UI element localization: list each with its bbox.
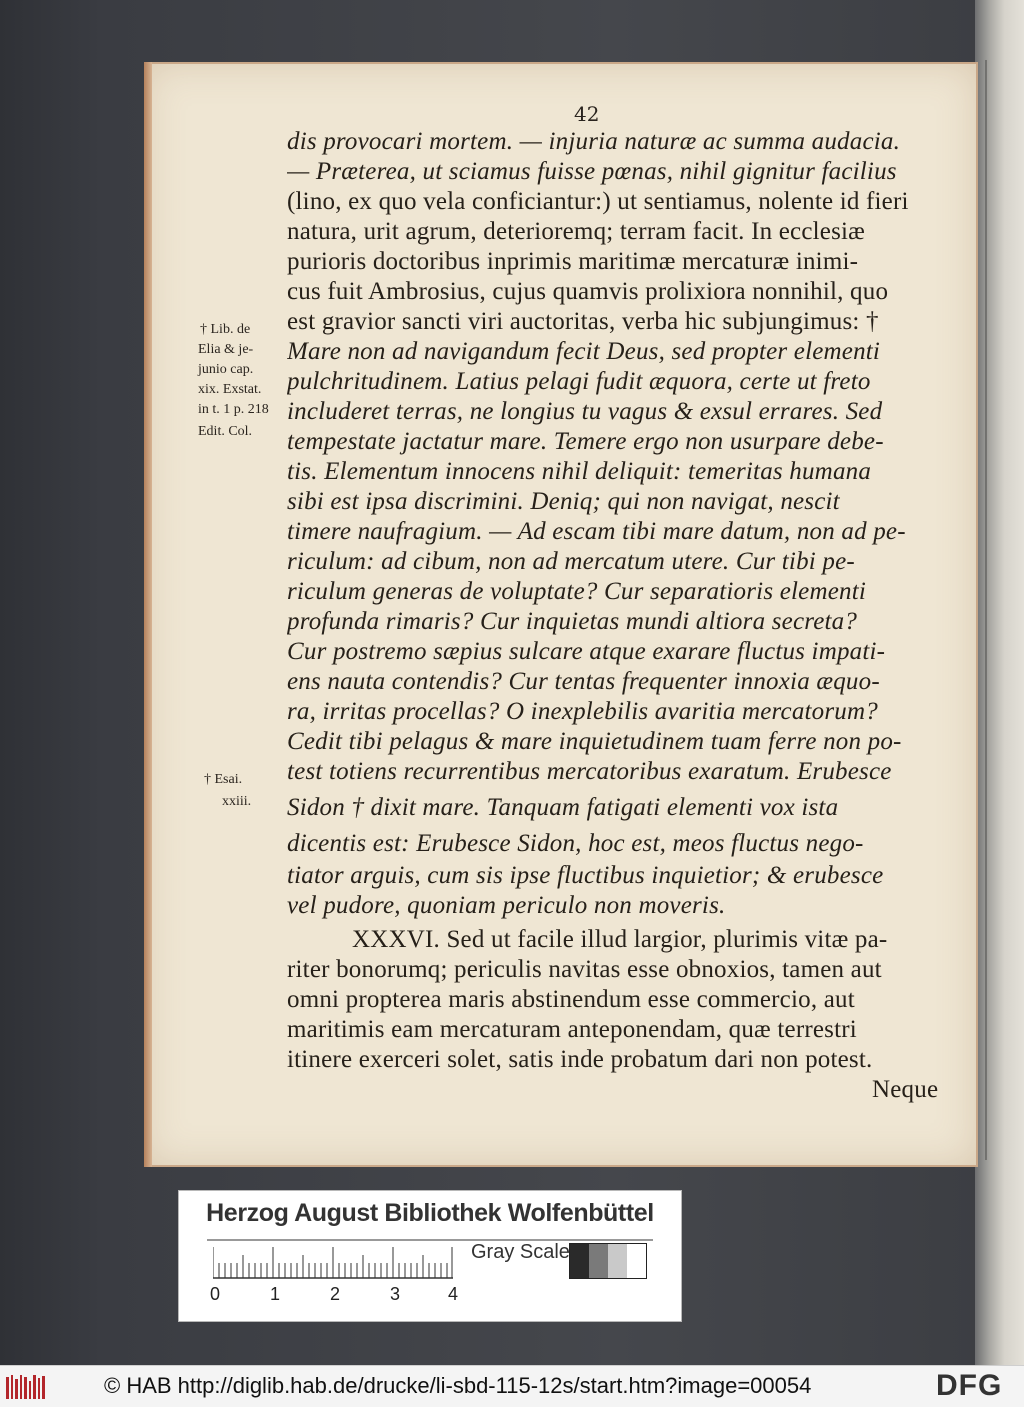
margin-note: xix. Exstat. [198,382,262,397]
text-line: ens nauta contendis? Cur tentas frequenter innoxia æquo- [287,668,880,695]
text-line: riter bonorumq; periculis navitas esse obnoxios, tamen aut [287,956,882,983]
text-line: dicentis est: Erubesce Sidon, hoc est, meos fluctus nego- [287,830,864,857]
margin-note: Elia & je- [198,342,254,357]
text-line: Cur postremo sæpius sulcare atque exarare fluctus impati- [287,638,886,665]
gray-scale-label: Gray Scale [471,1241,570,1263]
text-line: test totiens recurrentibus mercatoribus exaratum. Erubesce [287,758,892,785]
ruler-number: 1 [270,1284,281,1304]
margin-note: junio cap. [198,362,254,377]
ruler-number: 2 [330,1284,341,1304]
ruler-number: 3 [390,1284,401,1304]
text-line: est gravior sancti viri auctoritas, verba hic subjungimus: † [287,308,879,335]
ruler-number: 0 [210,1284,221,1304]
footer-bar [0,1365,1024,1407]
text-line: (lino, ex quo vela conficiantur:) ut sentiamus, nolente id fieri [287,188,909,215]
source-url[interactable]: © HAB http://diglib.hab.de/drucke/li-sbd-115-12s/start.htm?image=00054 [104,1373,812,1398]
margin-note: xxiii. [222,794,252,809]
ruler-scale [207,1284,467,1304]
text-line: ra, irritas procellas? O inexplebilis avaritia mercatorum? [287,698,878,725]
text-line: tempestate jactatur mare. Temere ergo non usurpare debe- [287,428,884,455]
margin-note: in t. 1 p. 218 [198,402,269,417]
dfg-logo: DFG [936,1369,1003,1402]
text-line: Cedit tibi pelagus & mare inquietudinem tuam ferre non po- [287,728,902,755]
text-line: Mare non ad navigandum fecit Deus, sed propter elementi [287,338,881,365]
text-line: vel pudore, quoniam periculo non moveris. [287,892,726,919]
text-line: Sidon † dixit mare. Tanquam fatigati elementi vox ista [287,794,839,821]
margin-note: † Esai. [204,772,243,787]
page-edge [144,62,152,1167]
ruler-icon [213,1247,453,1279]
page-number: 42 [574,102,600,126]
text-line: dis provocari mortem. — injuria naturæ ac summa audacia. [287,128,901,155]
text-line: — Præterea, ut sciamus fuisse pœnas, nihil gignitur facilius [287,158,897,185]
text-line: itinere exerceri solet, satis inde probatum dari non potest. [287,1046,873,1073]
text-line: natura, urit agrum, deterioremq; terram facit. In ecclesiæ [287,218,866,245]
text-line: cus fuit Ambrosius, cujus quamvis prolixiora nonnihil, quo [287,278,889,305]
next-page-edge [975,0,1024,1365]
text-line: pulchritudinem. Latius pelagi fudit æquora, certe ut freto [287,368,871,395]
text-line: tiator arguis, cum sis ipse fluctibus inquietior; & erubesce [287,862,884,889]
text-line: tis. Elementum innocens nihil deliquit: temeritas humana [287,458,872,485]
text-line: riculum generas de voluptate? Cur separatioris elementi [287,578,866,605]
text-line: omni propterea maris abstinendum esse commercio, aut [287,986,855,1013]
text-line: purioris doctoribus inprimis maritimæ mercaturæ inimi- [287,248,859,275]
margin-note: Edit. Col. [198,424,253,439]
hab-barcode-logo-icon [6,1373,48,1401]
text-line: maritimis eam mercaturam anteponendam, quæ terrestri [287,1016,857,1043]
ruler-number: 4 [448,1284,459,1304]
text-line: riculum: ad cibum, non ad mercatum utere. Cur tibi pe- [287,548,855,575]
text-line: timere naufragium. — Ad escam tibi mare datum, non ad pe- [287,518,906,545]
catchword: Neque [872,1076,939,1103]
text-line: profunda rimaris? Cur inquietas mundi altiora secreta? [287,608,858,635]
gray-scale-swatch [569,1243,647,1279]
text-line: XXXVI. Sed ut facile illud largior, plurimis vitæ pa- [352,926,888,953]
margin-note: † Lib. de [200,322,251,337]
library-name: Herzog August Bibliothek Wolfenbüttel [206,1199,654,1227]
text-line: sibi est ipsa discrimini. Deniq; qui non navigat, nescit [287,488,840,515]
card-divider [207,1239,653,1241]
text-line: includeret terras, ne longius tu vagus & exsul errares. Sed [287,398,883,425]
hab-reference-card [178,1190,682,1322]
